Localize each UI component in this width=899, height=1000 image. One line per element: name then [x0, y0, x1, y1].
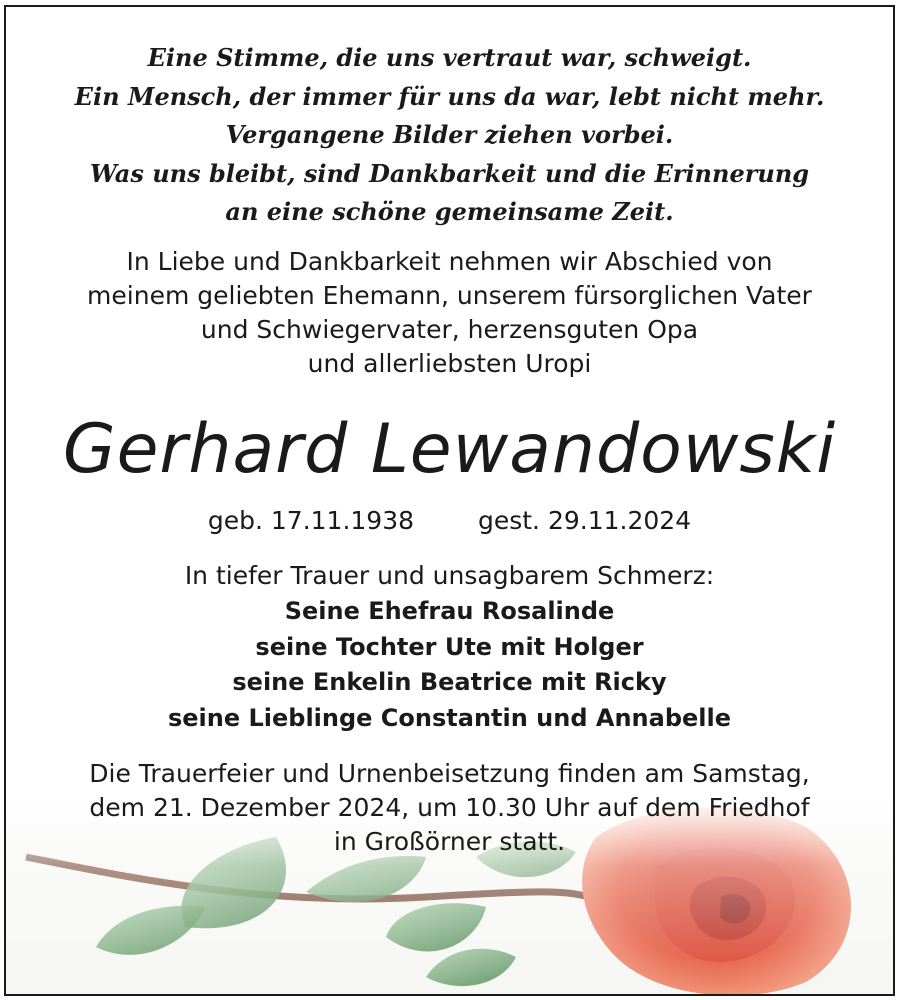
intro-line: und Schwiegervater, herzensguten Opa [200, 315, 699, 344]
poem-line: Ein Mensch, der immer für uns da war, lebt nicht mehr. [74, 81, 825, 111]
service-line: Die Trauerfeier und Urnenbeisetzung finden am Samstag, [89, 759, 810, 788]
mourner-name: Seine Ehefrau Rosalinde [284, 597, 615, 625]
deceased-name: Gerhard Lewandowski [62, 410, 837, 489]
farewell-intro [6, 245, 893, 381]
service-details [6, 757, 893, 859]
life-dates [6, 504, 893, 538]
death-date: gest. 29.11.2024 [477, 506, 692, 535]
mourner-name: seine Lieblinge Constantin und Annabelle [167, 703, 732, 732]
birth-date: geb. 17.11.1938 [207, 506, 415, 535]
mourner-name: seine Enkelin Beatrice mit Ricky [232, 668, 667, 696]
service-line: in Großörner statt. [333, 827, 566, 856]
poem-line: an eine schöne gemeinsame Zeit. [225, 197, 674, 226]
poem-line: Vergangene Bilder ziehen vorbei. [225, 120, 674, 149]
service-line: dem 21. Dezember 2024, um 10.30 Uhr auf dem Friedhof [89, 793, 810, 822]
mourner-name: seine Tochter Ute mit Holger [255, 632, 644, 661]
mourners-heading: In tiefer Trauer und unsagbarem Schmerz: [184, 561, 715, 590]
poem-line: Eine Stimme, die uns vertraut war, schweigt. [147, 43, 752, 72]
intro-line: meinem geliebten Ehemann, unserem fürsorglichen Vater [87, 281, 812, 310]
obituary-notice [4, 5, 895, 996]
poem-line: Was uns bleibt, sind Dankbarkeit und die Erinnerung [89, 158, 810, 188]
mourners-list [6, 594, 893, 736]
intro-line: und allerliebsten Uropi [307, 349, 592, 378]
memorial-poem [6, 39, 893, 232]
intro-line: In Liebe und Dankbarkeit nehmen wir Abschied von [126, 247, 773, 276]
